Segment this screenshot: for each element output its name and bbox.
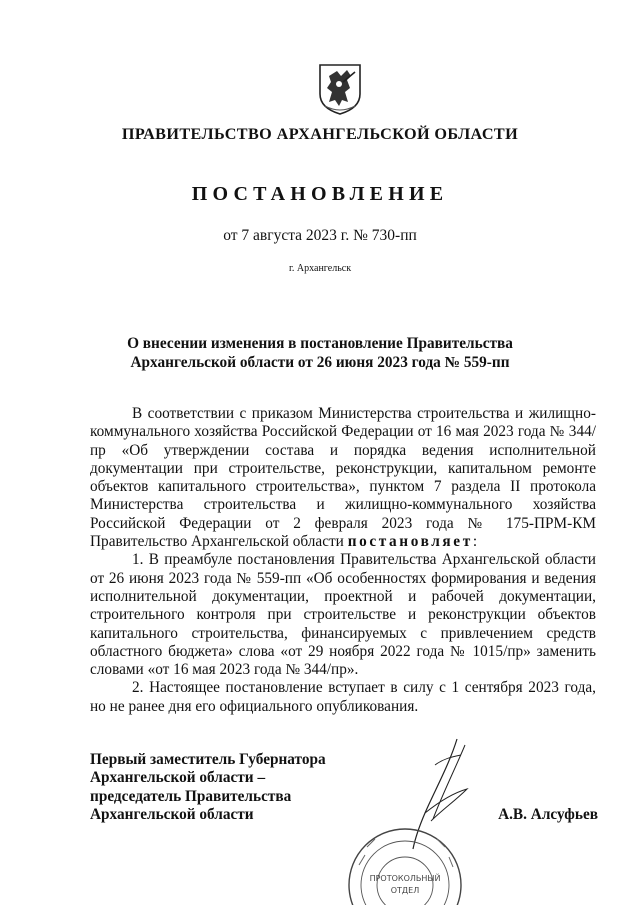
decrees-word: постановляет (347, 533, 473, 551)
stamp-text-2: ОТДЕЛ (390, 886, 420, 895)
document-title (120, 334, 520, 372)
document-type: ПОСТАНОВЛЕНИЕ (191, 183, 449, 205)
official-stamp (345, 815, 465, 905)
title-line-2: Архангельской области от 26 июня 2023 года № 559-пп (130, 354, 510, 371)
signatory-title-line-4: Архангельской области (90, 805, 254, 823)
government-name: ПРАВИТЕЛЬСТВО АРХАНГЕЛЬСКОЙ ОБЛАСТИ (121, 125, 519, 143)
signatory-title (90, 751, 326, 824)
preamble-text: В соответствии с приказом Министерства строительства и жилищно-коммунального хозяйства Российской Федерации от 16 мая 2023 года № 344/пр «Об утверждении состава и порядка ведения исполнительной документации при строительстве, реконструкции, капитальном ремонте объектов капитального строительства», пунктом 7 раздела II протокола Министерства строительства и жилищно-коммунального хозяйства Российской Федерации от 2 февраля 2023 года № 175-ПРМ-КМ Правительство Архангельской области (90, 405, 596, 551)
signatory-title-line-2: Архангельской области – (90, 769, 266, 787)
coat-of-arms-icon (317, 62, 363, 116)
signatory-title-line-3: председатель Правительства (90, 787, 292, 805)
signatory-title-line-1: Первый заместитель Губернатора (90, 751, 326, 768)
document-city: г. Архангельск (288, 263, 352, 274)
document-date-number: от 7 августа 2023 г. № 730-пп (223, 227, 417, 244)
signatory-name: А.В. Алсуфьев (498, 806, 598, 823)
decrees-colon: : (472, 533, 478, 551)
item-1-paragraph: 1. В преамбуле постановления Правительства Архангельской области от 26 июня 2023 года № 559-пп «Об особенностях формирования и ведения исполнительной документации, проектной и рабочей документации, строительного контроля при строительстве и реконструкции объектов капитального строительства, финансируемых с привлечением средств областного бюджета» слова «от 29 ноября 2022 года № 1015/пр» заменить словами «от 16 мая 2023 года № 344/пр». (90, 551, 596, 679)
item-2-paragraph: 2. Настоящее постановление вступает в силу с 1 сентября 2023 года, но не ранее дня его официального опубликования. (90, 679, 596, 715)
preamble-paragraph (90, 405, 596, 551)
document-body (90, 405, 596, 716)
stamp-text-1: ПРОТОКОЛЬНЫЙ (369, 874, 441, 883)
title-line-1: О внесении изменения в постановление Правительства (127, 335, 513, 352)
